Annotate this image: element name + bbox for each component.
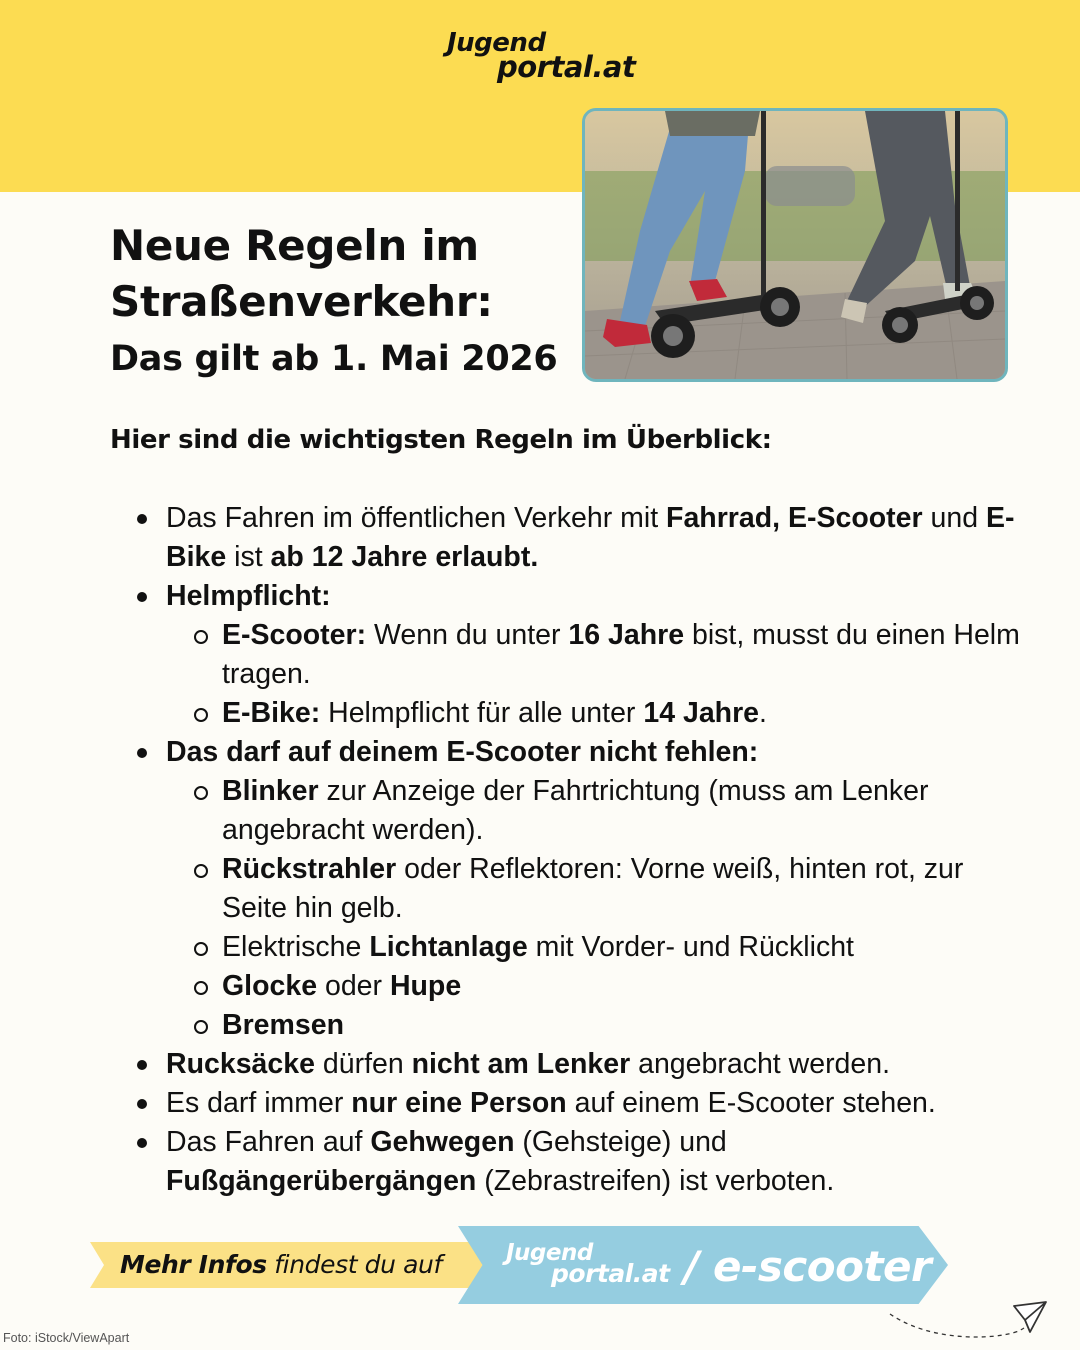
more-info-rest: findest du auf bbox=[266, 1250, 442, 1279]
rule-text: oder bbox=[317, 970, 390, 1002]
rule-text-bold: Blinker bbox=[222, 775, 319, 807]
rule-text-bold: 16 Jahre bbox=[568, 619, 685, 651]
rule-text: Das Fahren im öffentlichen Verkehr mit bbox=[166, 502, 667, 534]
rule-sublist bbox=[166, 772, 1030, 1045]
rule-subitem bbox=[166, 850, 1030, 928]
photo-credit: Foto: iStock/ViewApart bbox=[3, 1331, 130, 1345]
link-logo-line-2: portal.at bbox=[551, 1259, 670, 1288]
rule-subitem bbox=[166, 928, 1030, 967]
link-slug[interactable]: / e-scooter bbox=[684, 1242, 932, 1291]
rule-subitem bbox=[166, 616, 1030, 694]
rule-text: (Gehsteige) und bbox=[514, 1126, 727, 1158]
rule-item bbox=[110, 577, 1030, 733]
rule-line bbox=[166, 499, 1030, 577]
rule-text: auf einem E-Scooter stehen. bbox=[566, 1087, 936, 1119]
rule-subitem bbox=[166, 694, 1030, 733]
rule-text-bold: nur eine Person bbox=[351, 1087, 567, 1119]
logo-line-1: Jugend bbox=[447, 28, 546, 58]
title-line-1: Neue Regeln im bbox=[110, 221, 479, 270]
rule-text-bold: E-Scooter: bbox=[222, 619, 367, 651]
rule-text: angebracht werden. bbox=[630, 1048, 891, 1080]
rules-list bbox=[110, 499, 1030, 1201]
rule-text: Elektrische bbox=[222, 931, 370, 963]
photo-illustration bbox=[585, 111, 1005, 379]
rule-text: mit Vorder- und Rücklicht bbox=[527, 931, 854, 963]
logo-line-2: portal.at bbox=[497, 50, 636, 84]
link-logo-line-1: Jugend bbox=[506, 1240, 593, 1266]
title-line-2: Straßenverkehr: bbox=[110, 277, 493, 326]
rule-text: Wenn du unter bbox=[366, 619, 569, 651]
rule-item bbox=[110, 733, 1030, 1045]
rule-item bbox=[110, 1045, 1030, 1084]
rule-text: bist, musst du einen Helm tragen. bbox=[222, 619, 1020, 690]
title-subline: Das gilt ab 1. Mai 2026 bbox=[110, 339, 558, 379]
jugendportal-logo[interactable] bbox=[447, 28, 647, 88]
rule-text-bold: Fußgängerübergängen bbox=[166, 1165, 477, 1197]
rule-text: (Zebrastreifen) ist verboten. bbox=[476, 1165, 835, 1197]
rule-text: Es darf immer bbox=[166, 1087, 352, 1119]
more-info-bold: Mehr Infos bbox=[120, 1250, 267, 1279]
page-title bbox=[110, 218, 570, 386]
rule-text: Das Fahren auf bbox=[166, 1126, 371, 1158]
rule-text: zur Anzeige der Fahrtrichtung (muss am Lenker angebracht werden). bbox=[222, 775, 929, 846]
rule-text-bold: Hupe bbox=[389, 970, 462, 1002]
rule-item bbox=[110, 1123, 1030, 1201]
rule-text-bold: Helmpflicht: bbox=[166, 580, 331, 612]
rule-text-bold: Rückstrahler bbox=[222, 853, 397, 885]
rule-subitem bbox=[166, 772, 1030, 850]
rule-subitem bbox=[166, 967, 1030, 1006]
rule-text-bold: ab 12 Jahre erlaubt. bbox=[270, 541, 539, 573]
rule-text-bold: Bremsen bbox=[222, 1009, 344, 1041]
intro-heading: Hier sind die wichtigsten Regeln im Überblick: bbox=[110, 425, 772, 455]
rules-list-container bbox=[110, 499, 1030, 1201]
rule-text-bold: Rucksäcke bbox=[166, 1048, 315, 1080]
rule-sublist bbox=[166, 616, 1030, 733]
rule-text-bold: 14 Jahre bbox=[643, 697, 760, 729]
rule-line bbox=[166, 733, 1030, 772]
rule-line bbox=[166, 1123, 1030, 1201]
rule-item bbox=[110, 1084, 1030, 1123]
link-logo[interactable] bbox=[506, 1240, 686, 1294]
rule-line bbox=[166, 577, 1030, 616]
rule-text: dürfen bbox=[314, 1048, 412, 1080]
rule-item bbox=[110, 499, 1030, 577]
rule-text-bold: Das darf auf deinem E-Scooter nicht fehlen: bbox=[166, 736, 759, 768]
rule-text: und bbox=[922, 502, 986, 534]
paper-plane-icon[interactable] bbox=[886, 1296, 1056, 1344]
rule-text-bold: Glocke bbox=[222, 970, 318, 1002]
rule-text: ist bbox=[226, 541, 271, 573]
more-info-text bbox=[120, 1245, 442, 1285]
rule-text-bold: Lichtanlage bbox=[369, 931, 528, 963]
rule-text-bold: Gehwegen bbox=[370, 1126, 515, 1158]
rule-text: Helmpflicht für alle unter bbox=[320, 697, 644, 729]
rule-text-bold: nicht am Lenker bbox=[411, 1048, 631, 1080]
rule-line bbox=[166, 1084, 1030, 1123]
rule-text: oder Reflektoren: Vorne weiß, hinten rot, zur Seite hin gelb. bbox=[222, 853, 964, 924]
rule-text: . bbox=[759, 697, 767, 729]
rule-text-bold: E-Bike: bbox=[222, 697, 321, 729]
e-scooter-photo bbox=[582, 108, 1008, 382]
rule-text-bold: E-Bike bbox=[166, 502, 1015, 573]
rule-line bbox=[166, 1045, 1030, 1084]
rule-subitem bbox=[166, 1006, 1030, 1045]
rule-text-bold: Fahrrad, E-Scooter bbox=[666, 502, 923, 534]
